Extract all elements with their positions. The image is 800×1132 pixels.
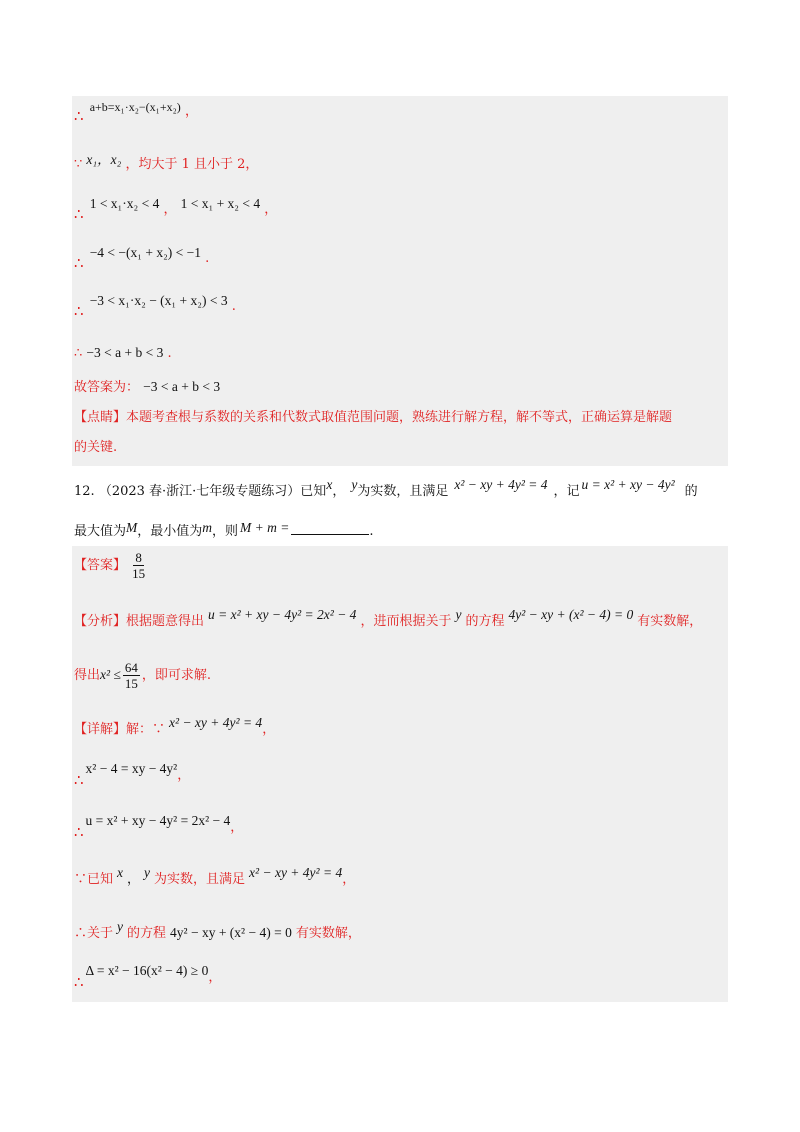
math-inequality-2: 1 < x₁ + x₂ < 4 (180, 196, 261, 211)
var-y: y (117, 919, 124, 934)
comment-text-2: 的关键. (74, 440, 118, 455)
fraction-numerator: 64 (124, 660, 138, 675)
step-line-4 (74, 245, 210, 272)
detail-text: 解：∵ (126, 722, 166, 737)
question-text-5: ，最小值为 (137, 524, 203, 539)
question-number: 12. (74, 484, 95, 499)
math-vars: x₁，x₂ (86, 152, 122, 167)
question-line-1: 12. （2023 春·浙江·七年级专题练习）已知x， y为实数，且满足 x² − xy + 4y² = 4 ，记 u = x² + xy − 4y² 的 (74, 477, 698, 499)
detail-text-3: 有实数解， (295, 926, 361, 941)
punct: ， (230, 820, 244, 835)
step-line-6 (74, 345, 172, 361)
math-inequality: −4 < −(x₁ + x₂) < −1 (89, 245, 202, 260)
question-text-3: 的 (684, 484, 698, 499)
step-line-5 (74, 293, 236, 320)
detail-text-2: 的方程 (127, 926, 167, 941)
step-line-1 (74, 100, 198, 125)
detail-step-2 (74, 813, 244, 841)
detail-step-5 (74, 963, 222, 991)
math-inequality: Δ = x² − 16(x² − 4) ≥ 0 (85, 963, 209, 978)
math-inequality: −3 < x₁·x₂ − (x₁ + x₂) < 3 (89, 293, 228, 308)
detail-step-4 (74, 919, 361, 941)
fraction-denominator: 15 (132, 566, 146, 581)
punct: . (231, 299, 236, 314)
therefore-symbol: ∴ (74, 205, 84, 223)
therefore-symbol: ∴ (74, 771, 84, 789)
answer-line (74, 376, 220, 395)
math-inequality-1: 1 < x₁·x₂ < 4 (89, 196, 160, 211)
analysis-text-2: ，进而根据关于 (360, 614, 452, 629)
analysis-line-1 (74, 607, 703, 629)
answer-math: −3 < a + b < 3 (143, 379, 221, 394)
detail-text: ∴关于 (74, 926, 114, 941)
comment-tag: 【点睛】 (74, 410, 127, 425)
analysis-text-4: 有实数解， (637, 614, 703, 629)
punct: ， (208, 970, 222, 985)
punct: ， (264, 202, 278, 217)
answer-tag: 【答案】 (74, 558, 127, 573)
math-equation: x² − 4 = xy − 4y² (85, 761, 178, 776)
var-m: m (202, 520, 213, 535)
question-text-4: 最大值为 (74, 524, 127, 539)
math-equation: x² − xy + 4y² = 4 (249, 865, 343, 880)
punct: ， (163, 202, 177, 217)
comment-line-1 (74, 406, 672, 425)
therefore-symbol: ∴ (74, 254, 84, 272)
u-expression: u = x² + xy − 4y² (581, 477, 675, 492)
therefore-symbol: ∴ (74, 302, 84, 320)
var-y: y (351, 477, 358, 492)
question-line-2 (74, 520, 374, 539)
step-line-2 (74, 152, 258, 172)
var-x: x (117, 865, 124, 880)
answer-prefix: 故答案为： (74, 380, 140, 395)
question-end: . (369, 524, 374, 539)
punct: . (167, 346, 172, 361)
comment-text: 本题考查根与系数的关系和代数式取值范围问题，熟练进行解方程，解不等式，正确运算是解题 (126, 410, 673, 425)
math-inequality: −3 < a + b < 3 (86, 345, 164, 360)
comment-line-2 (74, 436, 117, 455)
because-symbol: ∵ (74, 157, 83, 172)
punct: ， (342, 872, 356, 887)
question-text-6: ，则 (212, 524, 239, 539)
question-text-2: ，记 (553, 484, 580, 499)
var-x: x (326, 477, 333, 492)
detail-step-1 (74, 761, 191, 789)
analysis2-lhs: x² ≤ (100, 667, 121, 682)
fraction-denominator: 15 (124, 676, 138, 691)
condition-text: ，均大于 1 且小于 2， (125, 157, 259, 172)
analysis-math-1: u = x² + xy − 4y² = 2x² − 4 (208, 607, 357, 622)
analysis-var-y: y (455, 607, 462, 622)
detail-step-3 (74, 865, 356, 887)
detail-math: x² − xy + 4y² = 4 (169, 715, 263, 730)
detail-text-2: 为实数，且满足 (154, 872, 246, 887)
comma: ， (127, 872, 141, 887)
punct: ， (184, 104, 198, 119)
math-expression: a+b=x₁·x₂−(x₁+x₂) (89, 100, 181, 114)
punct: ， (177, 768, 191, 783)
detail-line (74, 715, 276, 737)
therefore-symbol: ∴ (74, 823, 84, 841)
therefore-symbol: ∴ (74, 973, 84, 991)
condition-math: x² − xy + 4y² = 4 (454, 477, 548, 492)
analysis-line-2 (74, 660, 211, 691)
math-equation: 4y² − xy + (x² − 4) = 0 (170, 925, 292, 940)
analysis-tag: 【分析】 (74, 614, 127, 629)
analysis2-text: 得出 (74, 668, 101, 683)
therefore-symbol: ∴ (74, 107, 84, 125)
math-equation: u = x² + xy − 4y² = 2x² − 4 (85, 813, 231, 828)
detail-tag: 【详解】 (74, 722, 127, 737)
answer-blank (291, 522, 369, 535)
punct: . (205, 251, 210, 266)
var-y: y (144, 865, 151, 880)
therefore-symbol: ∴ (74, 346, 83, 361)
detail-text: ∵已知 (74, 872, 114, 887)
analysis2-fraction (123, 660, 140, 691)
question-text: 为实数，且满足 (357, 484, 449, 499)
fraction-numerator: 8 (135, 550, 142, 565)
punct: ， (262, 722, 276, 737)
question-source: （2023 春·浙江·七年级专题练习）已知 (98, 484, 327, 499)
answer-row (74, 550, 147, 581)
analysis-text-3: 的方程 (465, 614, 505, 629)
answer-fraction (132, 550, 145, 581)
analysis-text: 根据题意得出 (126, 614, 205, 629)
analysis2-text-2: ，即可求解. (141, 668, 211, 683)
analysis-math-2: 4y² − xy + (x² − 4) = 0 (508, 607, 634, 622)
step-line-3 (74, 196, 278, 223)
var-M: M (126, 520, 138, 535)
sum-expression: M + m = (240, 520, 290, 535)
